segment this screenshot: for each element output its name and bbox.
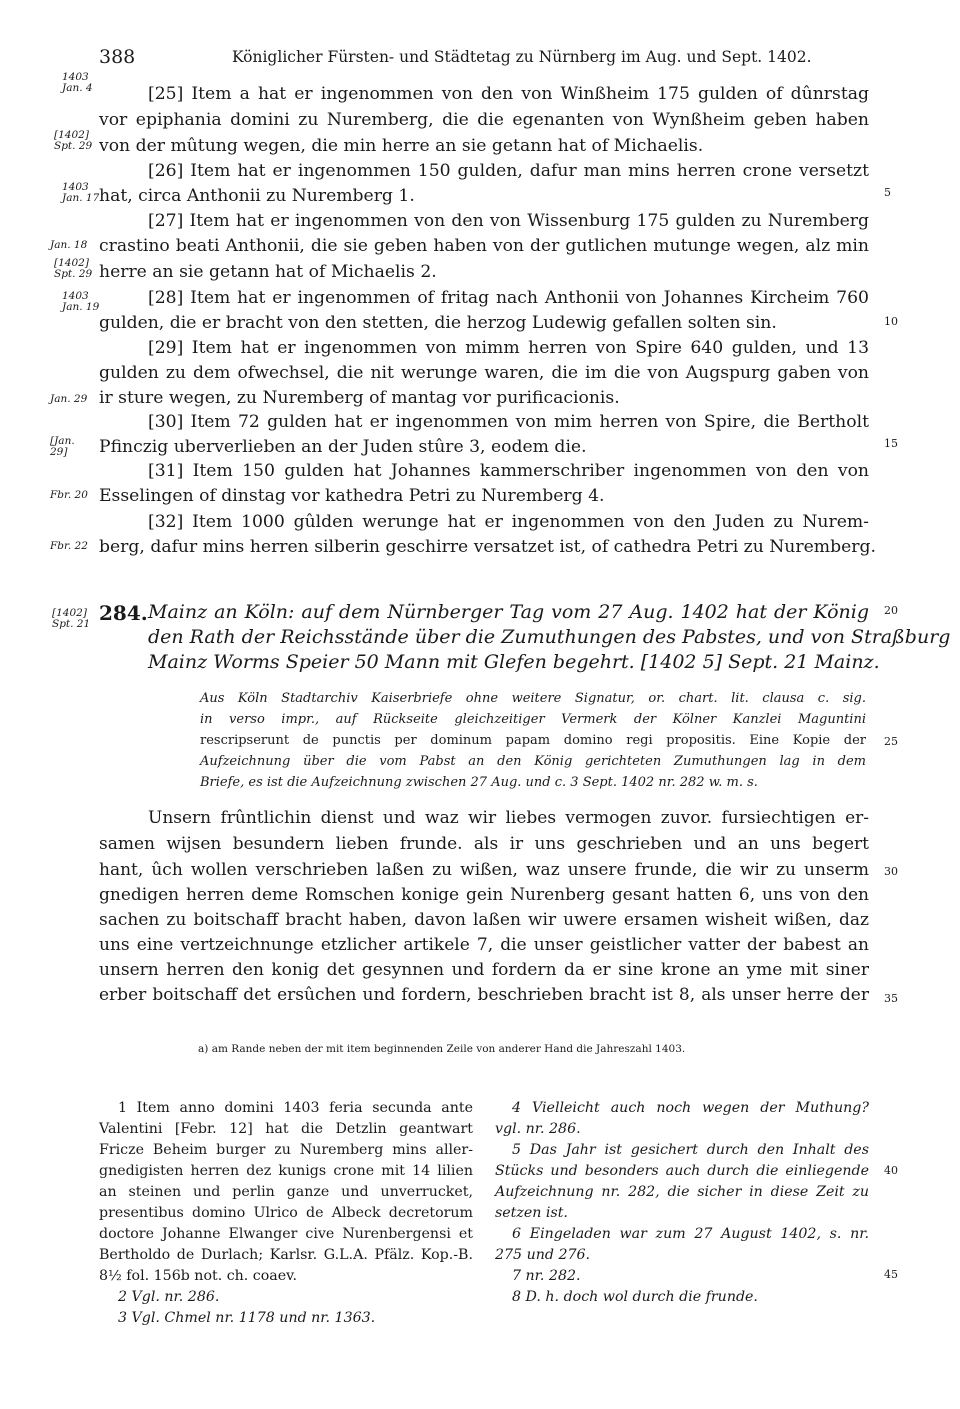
footnote-line: doctore Johanne Elwanger cive Nurenbergensi et	[99, 1226, 473, 1242]
footnote-line: 6 Eingeladen war zum 27 August 1402, s. nr.	[512, 1226, 869, 1242]
margin-date: [Jan. 29]	[50, 435, 75, 458]
running-title: Königlicher Fürsten- und Städtetag zu Nürnberg im Aug. und Sept. 1402.	[232, 48, 812, 66]
margin-date: Fbr. 20	[50, 489, 88, 501]
footnote-line: 2 Vgl. nr. 286.	[118, 1289, 220, 1305]
letter-line: uns eine vertzeichnunge etzlicher artikele 7, die unser geistlicher vatter der babest an	[99, 935, 869, 955]
margin-date: [1402] Spt. 29	[54, 257, 93, 280]
source-line: rescripserunt de punctis per dominum papam domino regi propositis. Eine Kopie der	[200, 733, 866, 748]
letter-line: erber boitschaff det ersûchen und fordern, beschrieben bracht ist 8, als unser herre der	[99, 985, 869, 1005]
source-line: Briefe, es ist die Aufzeichnung zwischen 27 Aug. und c. 3 Sept. 1402 nr. 282 w. m. s.	[200, 775, 758, 790]
margin-date: Jan. 29	[50, 393, 88, 405]
footnote-line: 8½ fol. 156b not. ch. coaev.	[99, 1268, 297, 1284]
source-line: Aufzeichnung über die vom Pabst an den König gerichteten Zumuthungen lag in dem	[200, 754, 866, 769]
letter-line: unsern herren den konig det gesynnen und fordern da er sine krone an yme mit siner	[99, 960, 869, 980]
margin-date: 1403 Jan. 4	[62, 71, 93, 94]
entry-line: [30] Item 72 gulden hat er ingenommen von mim herren von Spire, die Bertholt	[148, 412, 869, 432]
footnote-line: 8 D. h. doch wol durch die frunde.	[512, 1289, 758, 1305]
entry-line: [31] Item 150 gulden hat Johannes kammerschriber ingenommen von den von	[148, 461, 869, 481]
margin-date: [1402] Spt. 21	[52, 607, 91, 630]
footnote-line: Valentini [Febr. 12] hat die Detzlin geantwart	[99, 1121, 473, 1137]
letter-line: Unsern frûntlichin dienst und waz wir liebes vermogen zuvor. fursiechtigen er-	[148, 808, 869, 828]
footnote-line: an steinen und perlin ganze und unverrucket,	[99, 1184, 473, 1200]
footnote-line: setzen ist.	[495, 1205, 568, 1221]
entry-line: [26] Item hat er ingenommen 150 gulden, dafur man mins herren crone versetzt	[148, 161, 869, 181]
entry-line: [29] Item hat er ingenommen von mimm herren von Spire 640 gulden, und 13	[148, 338, 869, 358]
line-number: 25	[884, 735, 898, 748]
entry-line: vor epiphania domini zu Nuremberg, die die egenanten von Wynßheim geben haben	[99, 110, 869, 130]
footnote-line: 4 Vielleicht auch noch wegen der Muthung?	[512, 1100, 869, 1116]
margin-date: 1403 Jan. 17	[62, 181, 100, 204]
entry-line: hat, circa Anthonii zu Nuremberg 1.	[99, 186, 415, 206]
source-line: Aus Köln Stadtarchiv Kaiserbriefe ohne weitere Signatur, or. chart. lit. clausa c. sig.	[200, 691, 866, 706]
entry-line: [28] Item hat er ingenommen of fritag nach Anthonii von Johannes Kircheim 760	[148, 288, 869, 308]
footnote-line: 1 Item anno domini 1403 feria secunda ante	[118, 1100, 473, 1116]
document-heading-line: Mainz Worms Speier 50 Mann mit Glefen begehrt. [1402 5] Sept. 21 Mainz.	[148, 651, 880, 673]
apparatus-note: a) am Rande neben der mit item beginnenden Zeile von anderer Hand die Jahreszahl 1403.	[198, 1043, 686, 1055]
line-number: 10	[884, 315, 898, 328]
entry-line: berg, dafur mins herren silberin geschirre versatzet ist, of cathedra Petri zu Nuremberg.	[99, 537, 876, 557]
entry-line: ir sture wegen, zu Nuremberg of mantag vor purificacionis.	[99, 388, 620, 408]
line-number: 45	[884, 1268, 898, 1281]
line-number: 40	[884, 1164, 898, 1177]
margin-date: Jan. 18	[50, 239, 88, 251]
entry-line: crastino beati Anthonii, die sie geben haben von der gutlichen mutunge wegen, alz min	[99, 236, 869, 256]
footnote-line: presentibus domino Ulrico de Albeck decretorum	[99, 1205, 473, 1221]
entry-line: Esselingen of dinstag vor kathedra Petri zu Nuremberg 4.	[99, 486, 605, 506]
entry-line: Pfinczig uberverlieben an der Juden stûre 3, eodem die.	[99, 437, 587, 457]
footnote-line: 275 und 276.	[495, 1247, 591, 1263]
footnote-line: vgl. nr. 286.	[495, 1121, 581, 1137]
line-number: 35	[884, 992, 898, 1005]
footnote-line: Fricze Beheim burger zu Nuremberg mins aller-	[99, 1142, 473, 1158]
source-line: in verso impr., auf Rückseite gleichzeitiger Vermerk der Kölner Kanzlei Maguntini	[200, 712, 866, 727]
entry-line: gulden, die er bracht von den stetten, die herzog Ludewig gefallen solten sin.	[99, 313, 777, 333]
letter-line: sachen zu boitschaff bracht haben, davon laßen wir uwere ersamen wisheit wißen, daz	[99, 910, 869, 930]
line-number: 30	[884, 865, 898, 878]
document-number: 284.	[99, 601, 148, 625]
line-number: 20	[884, 604, 898, 617]
entry-line: [25] Item a hat er ingenommen von den von Winßheim 175 gulden of dûnrstag	[148, 84, 869, 104]
page-number: 388	[99, 46, 136, 68]
margin-date: 1403 Jan. 19	[62, 290, 100, 313]
margin-date: Fbr. 22	[50, 540, 88, 552]
margin-date: [1402] Spt. 29	[54, 129, 93, 152]
entry-line: gulden zu dem ofwechsel, die nit werunge waren, die im die von Augspurg gaben von	[99, 363, 869, 383]
entry-line: von der mûtung wegen, die min herre an sie getann hat of Michaelis.	[99, 136, 704, 156]
letter-line: hant, ûch wollen verschrieben laßen zu wißen, waz unsere frunde, die wir zu unserm	[99, 860, 869, 880]
letter-line: samen wijsen besundern lieben frunde. als ir uns geschrieben und an uns begert	[99, 834, 869, 854]
document-heading-line: Mainz an Köln: auf dem Nürnberger Tag vom 27 Aug. 1402 hat der König	[148, 601, 869, 623]
document-heading-line: den Rath der Reichsstände über die Zumuthungen des Pabstes, und von Straßburg	[148, 626, 951, 648]
letter-line: gnedigen herren deme Romschen konige gein Nurenberg gesant hatten 6, uns von den	[99, 885, 869, 905]
footnote-line: Aufzeichnung nr. 282, die sicher in diese Zeit zu	[495, 1184, 869, 1200]
footnote-line: 3 Vgl. Chmel nr. 1178 und nr. 1363.	[118, 1310, 376, 1326]
line-number: 15	[884, 437, 898, 450]
line-number: 5	[884, 186, 891, 199]
entry-line: [27] Item hat er ingenommen von den von Wissenburg 175 gulden zu Nuremberg	[148, 211, 869, 231]
footnote-line: 5 Das Jahr ist gesichert durch den Inhalt des	[512, 1142, 869, 1158]
footnote-line: Stücks und besonders auch durch die einliegende	[495, 1163, 869, 1179]
entry-line: [32] Item 1000 gûlden werunge hat er ingenommen von den Juden zu Nurem-	[148, 512, 869, 532]
footnote-line: 7 nr. 282.	[512, 1268, 581, 1284]
footnote-line: Bertholdo de Durlach; Karlsr. G.L.A. Pfälz. Kop.-B.	[99, 1247, 473, 1263]
entry-line: herre an sie getann hat of Michaelis 2.	[99, 262, 437, 282]
footnote-line: gnedigisten herren dez kunigs crone mit 14 lilien	[99, 1163, 473, 1179]
